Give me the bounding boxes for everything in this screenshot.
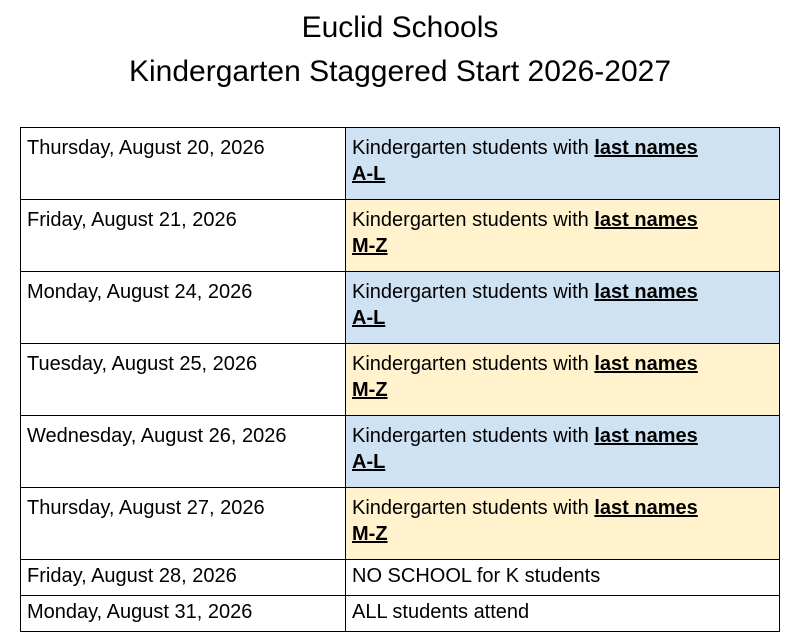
table-row bbox=[21, 416, 780, 488]
date-cell: Tuesday, August 25, 2026 bbox=[21, 344, 346, 416]
description-text: Kindergarten students with bbox=[352, 209, 595, 231]
name-range: A-L bbox=[352, 307, 386, 329]
description-cell bbox=[346, 200, 780, 272]
date-cell: Friday, August 21, 2026 bbox=[21, 200, 346, 272]
schedule-title: Kindergarten Staggered Start 2026-2027 bbox=[128, 55, 672, 88]
last-names-emphasis: last names bbox=[594, 353, 698, 375]
description-text: Kindergarten students with bbox=[352, 281, 595, 303]
date-cell: Monday, August 24, 2026 bbox=[21, 272, 346, 344]
description-cell bbox=[346, 344, 780, 416]
last-names-emphasis: last names bbox=[594, 137, 698, 159]
name-range: A-L bbox=[352, 451, 386, 473]
table-row bbox=[21, 128, 780, 200]
description-text: Kindergarten students with bbox=[352, 353, 595, 375]
name-range: M-Z bbox=[352, 523, 388, 545]
name-range: M-Z bbox=[352, 379, 388, 401]
school-name: Euclid Schools bbox=[301, 11, 499, 44]
description-cell bbox=[346, 272, 780, 344]
table-row bbox=[21, 560, 780, 596]
date-cell: Friday, August 28, 2026 bbox=[21, 560, 346, 596]
table-row bbox=[21, 344, 780, 416]
date-cell: Wednesday, August 26, 2026 bbox=[21, 416, 346, 488]
name-range: A-L bbox=[352, 163, 386, 185]
last-names-emphasis: last names bbox=[594, 425, 698, 447]
document-title bbox=[0, 6, 800, 94]
date-cell: Thursday, August 27, 2026 bbox=[21, 488, 346, 560]
description-cell bbox=[346, 488, 780, 560]
description-cell bbox=[346, 416, 780, 488]
last-names-emphasis: last names bbox=[594, 209, 698, 231]
description-text: Kindergarten students with bbox=[352, 137, 595, 159]
date-cell: Thursday, August 20, 2026 bbox=[21, 128, 346, 200]
description-text: Kindergarten students with bbox=[352, 425, 595, 447]
last-names-emphasis: last names bbox=[594, 497, 698, 519]
table-row bbox=[21, 272, 780, 344]
name-range: M-Z bbox=[352, 235, 388, 257]
table-row bbox=[21, 596, 780, 632]
table-row bbox=[21, 488, 780, 560]
last-names-emphasis: last names bbox=[594, 281, 698, 303]
description-cell bbox=[346, 128, 780, 200]
description-text: Kindergarten students with bbox=[352, 497, 595, 519]
staggered-start-table bbox=[20, 127, 780, 632]
all-attend-note: ALL students attend bbox=[346, 596, 780, 632]
table-row bbox=[21, 200, 780, 272]
date-cell: Monday, August 31, 2026 bbox=[21, 596, 346, 632]
no-school-note: NO SCHOOL for K students bbox=[346, 560, 780, 596]
